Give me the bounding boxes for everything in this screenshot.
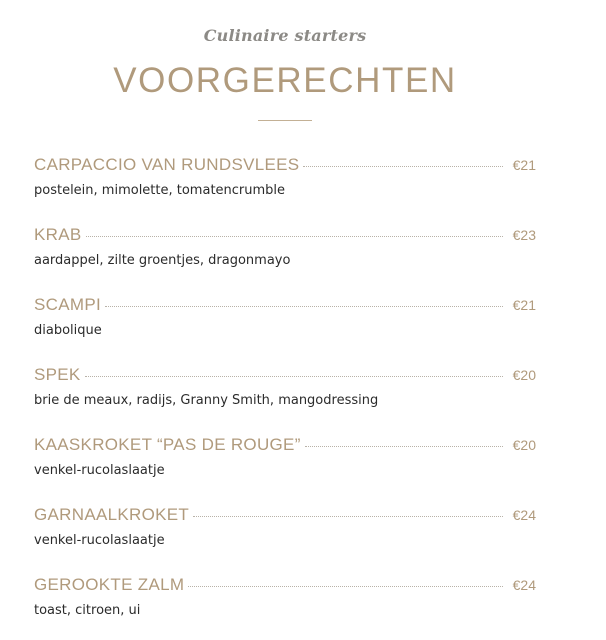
dotted-leader (105, 306, 503, 307)
dish-name: KAASKROKET “PAS DE ROUGE” (34, 435, 301, 454)
menu-item (34, 360, 536, 430)
dish-price: €20 (512, 367, 536, 383)
dish-price: €21 (512, 157, 536, 173)
dish-description: brie de meaux, radijs, Granny Smith, mangodressing (34, 393, 379, 408)
dish-price: €24 (512, 507, 536, 523)
menu-item-row (34, 360, 536, 393)
dotted-leader (193, 516, 503, 517)
dish-name: KRAB (34, 225, 82, 244)
dotted-leader (188, 586, 502, 587)
dish-price: €24 (512, 577, 536, 593)
dish-price: €21 (512, 297, 536, 313)
dish-name: GARNAALKROKET (34, 505, 190, 524)
dotted-leader (305, 446, 503, 447)
dish-name: SPEK (34, 365, 81, 384)
menu-item (34, 150, 536, 220)
dish-description: aardappel, zilte groentjes, dragonmayo (34, 253, 291, 268)
dotted-leader (85, 376, 503, 377)
dish-description: postelein, mimolette, tomatencrumble (34, 183, 286, 198)
menu-item (34, 570, 536, 640)
menu-item-row (34, 570, 536, 603)
dotted-leader (86, 236, 503, 237)
menu-item-row (34, 290, 536, 323)
menu-item-row (34, 150, 536, 183)
dotted-leader (303, 166, 502, 167)
menu-item-row (34, 500, 536, 533)
dish-description: venkel-rucolaslaatje (34, 533, 165, 548)
dish-price: €23 (512, 227, 536, 243)
menu-item (34, 500, 536, 570)
section-subtitle: Culinaire starters (203, 26, 367, 45)
dish-description: toast, citroen, ui (34, 603, 141, 618)
menu-list (34, 150, 536, 640)
title-divider (258, 120, 312, 121)
menu-item (34, 430, 536, 500)
dish-description: venkel-rucolaslaatje (34, 463, 165, 478)
dish-name: GEROOKTE ZALM (34, 575, 185, 594)
dish-name: SCAMPI (34, 295, 101, 314)
section-title: VOORGERECHTEN (113, 61, 457, 100)
dish-description: diabolique (34, 323, 102, 338)
dish-name: CARPACCIO VAN RUNDSVLEES (34, 155, 300, 174)
dish-price: €20 (512, 437, 536, 453)
menu-item-row (34, 220, 536, 253)
menu-item (34, 220, 536, 290)
menu-item (34, 290, 536, 360)
menu-item-row (34, 430, 536, 463)
